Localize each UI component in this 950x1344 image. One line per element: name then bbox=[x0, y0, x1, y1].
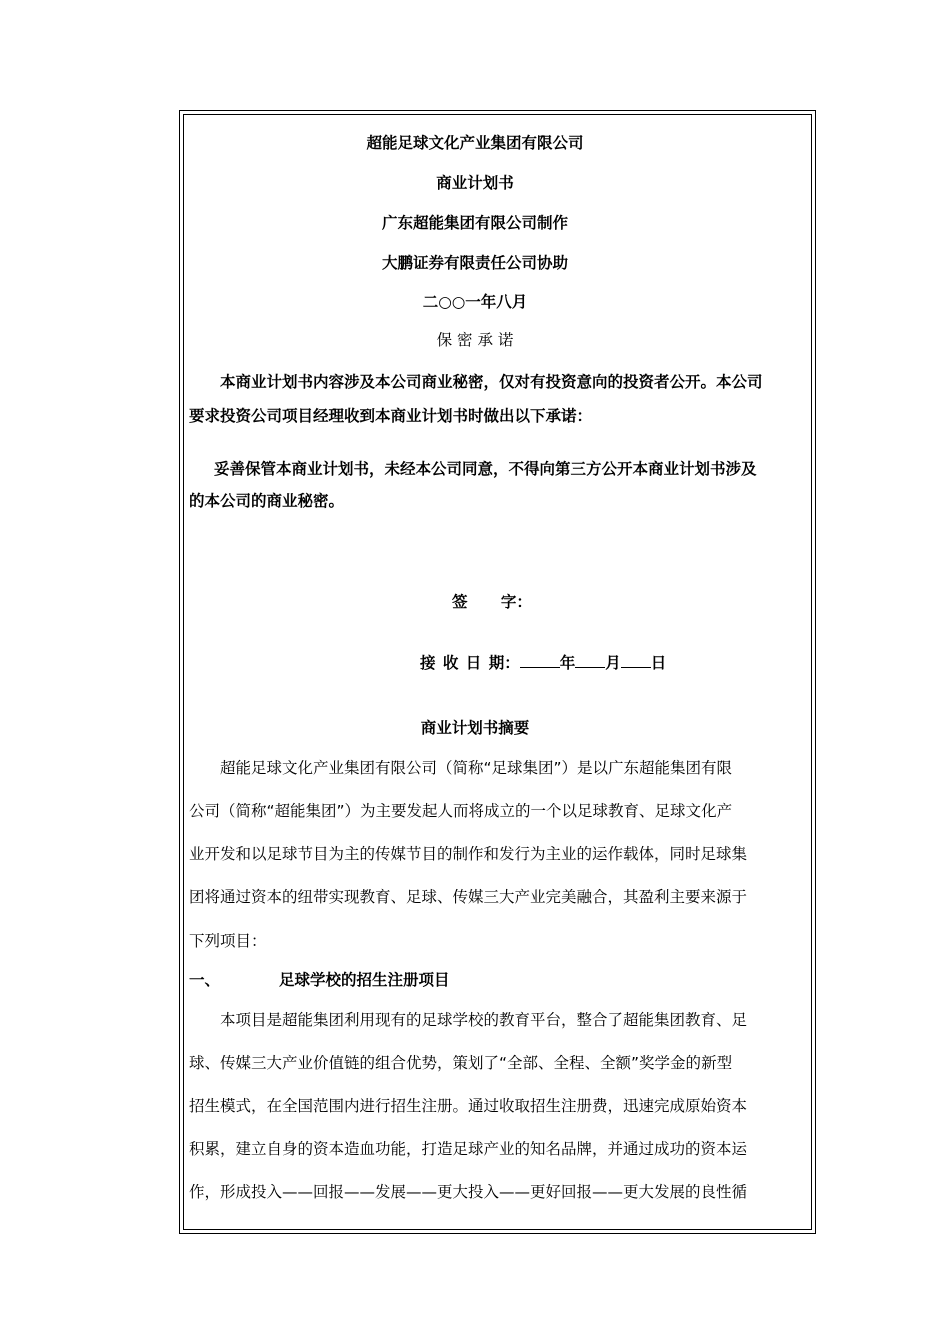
section1-heading bbox=[189, 968, 807, 990]
summary-intro-line: 下列项目： bbox=[189, 932, 267, 950]
summary-intro-line: 超能足球文化产业集团有限公司（简称“足球集团”）是以广东超能集团有限 bbox=[220, 759, 733, 777]
section1-line: 积累，建立自身的资本造血功能，打造足球产业的知名品牌，并通过成功的资本运 bbox=[189, 1140, 748, 1158]
confidentiality-para2-line1: 妥善保管本商业计划书，未经本公司同意，不得向第三方公开本商业计划书涉及 bbox=[214, 460, 757, 478]
section1-title: 足球学校的招生注册项目 bbox=[279, 971, 450, 989]
producer-line: 广东超能集团有限公司制作 bbox=[381, 214, 568, 232]
company-title: 超能足球文化产业集团有限公司 bbox=[366, 134, 584, 152]
month-unit: 月 bbox=[605, 654, 621, 672]
day-unit: 日 bbox=[650, 654, 667, 672]
receipt-date-row bbox=[420, 651, 750, 673]
section1-line: 本项目是超能集团利用现有的足球学校的教育平台，整合了超能集团教育、足 bbox=[220, 1011, 748, 1029]
confidentiality-para1-line2: 要求投资公司项目经理收到本商业计划书时做出以下承诺： bbox=[189, 407, 593, 425]
summary-intro-line: 业开发和以足球节目为主的传媒节目的制作和发行为主业的运作载体，同时足球集 bbox=[189, 845, 748, 863]
summary-intro-line: 公司（简称“超能集团”）为主要发起人而将成立的一个以足球教育、足球文化产 bbox=[189, 802, 733, 820]
summary-intro-line: 团将通过资本的纽带实现教育、足球、传媒三大产业完美融合，其盈利主要来源于 bbox=[189, 888, 748, 906]
receipt-date-label: 接 收 日 期： bbox=[420, 654, 520, 672]
date-line: 二○○一年八月 bbox=[422, 293, 528, 311]
section1-line: 球、传媒三大产业价值链的组合优势，策划了“全部、全程、全额”奖学金的新型 bbox=[189, 1054, 733, 1072]
document-title: 商业计划书 bbox=[436, 174, 514, 192]
year-unit: 年 bbox=[559, 654, 576, 672]
section1-number: 一、 bbox=[189, 971, 221, 989]
confidentiality-heading: 保 密 承 诺 bbox=[436, 331, 514, 349]
day-blank bbox=[621, 653, 651, 668]
confidentiality-para2-line2: 的本公司的商业秘密。 bbox=[189, 492, 345, 510]
assistant-line: 大鹏证券有限责任公司协助 bbox=[381, 254, 568, 272]
section1-line: 作，形成投入——回报——发展——更大投入——更好回报——更大发展的良性循 bbox=[189, 1183, 748, 1201]
confidentiality-para1-line1: 本商业计划书内容涉及本公司商业秘密，仅对有投资意向的投资者公开。本公司 bbox=[220, 373, 763, 391]
summary-heading: 商业计划书摘要 bbox=[420, 719, 530, 737]
signature-label: 签 字： bbox=[452, 593, 532, 611]
month-blank bbox=[575, 653, 605, 668]
section1-line: 招生模式，在全国范围内进行招生注册。通过收取招生注册费，迅速完成原始资本 bbox=[189, 1097, 748, 1115]
year-blank bbox=[520, 653, 560, 668]
